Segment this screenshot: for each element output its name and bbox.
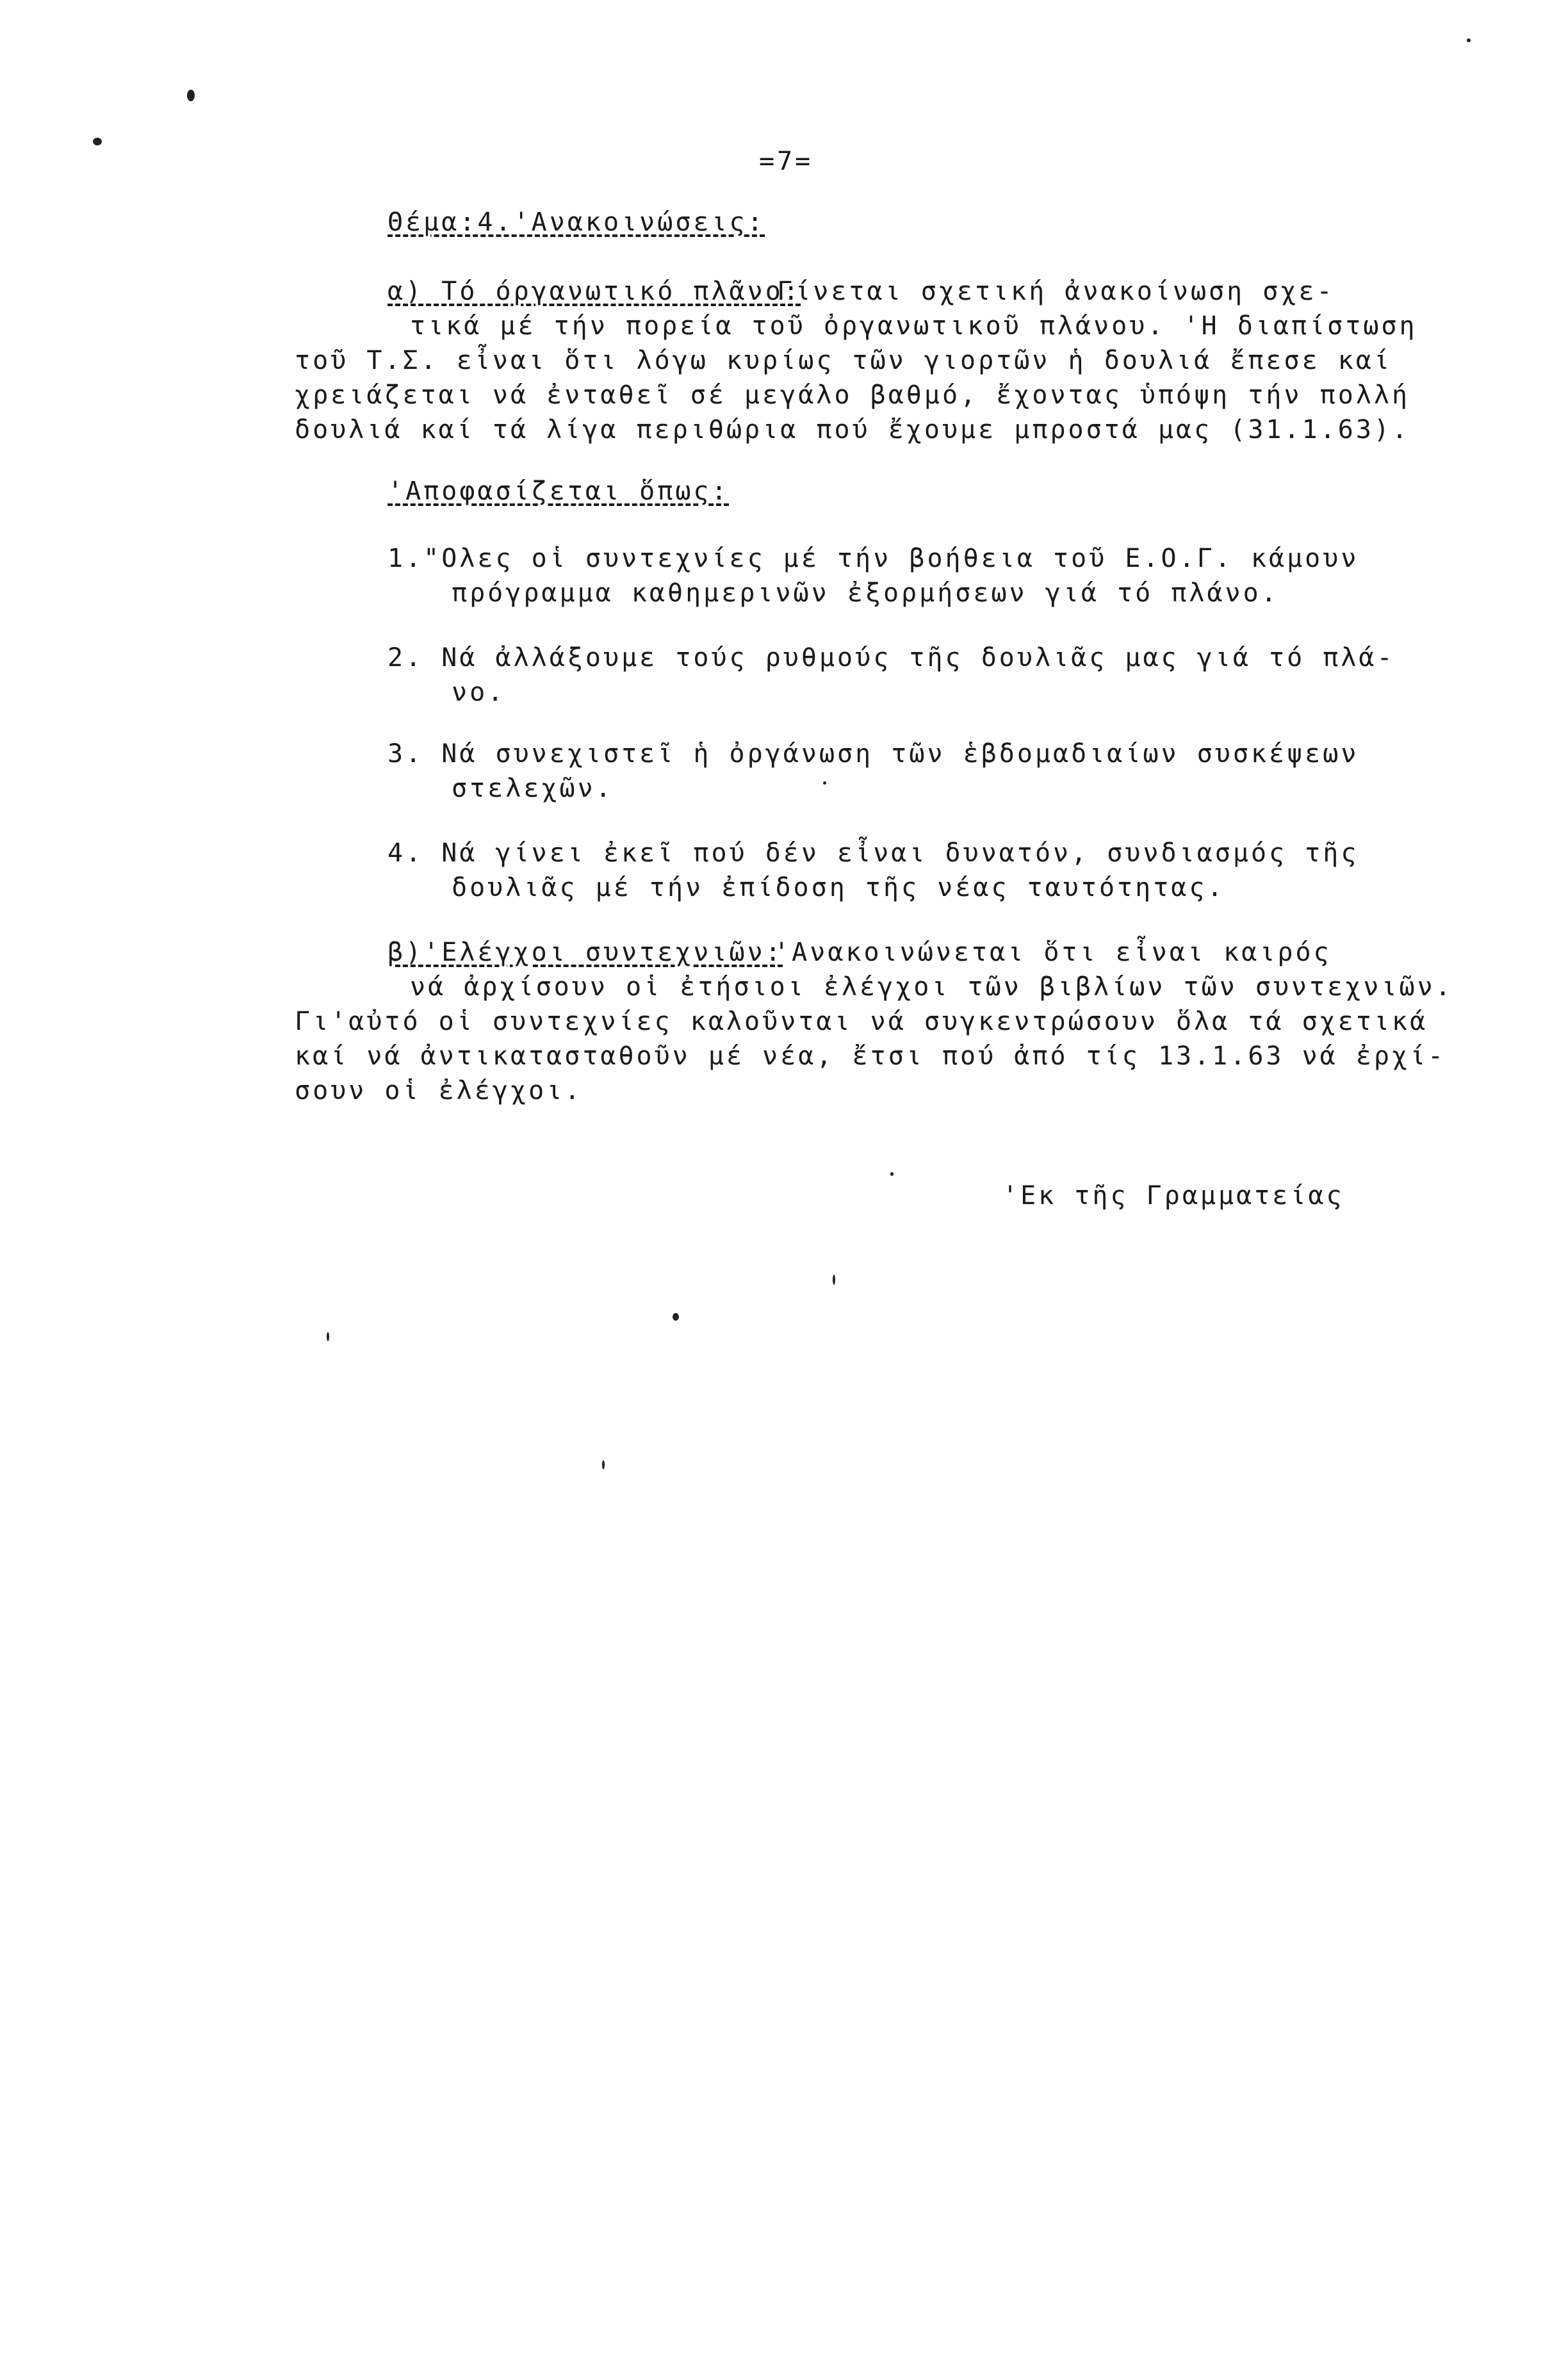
section-b-line: σουν οἱ ἐλέγχοι.: [295, 1076, 583, 1105]
scan-speck: [187, 90, 195, 101]
scan-speck: [327, 1332, 329, 1341]
section-b-title: β)'Ελέγχοι συντεχνιῶν:: [388, 938, 783, 967]
section-a-line: Γίνεται σχετική ἀνακοίνωση σχε-: [759, 277, 1335, 306]
scan-speck: [93, 138, 102, 145]
section-a-title: α) Τό όργανωτικό πλᾶνο:: [388, 277, 801, 306]
scan-speck: [1467, 38, 1471, 42]
decision-item-2: 2. Νά ἀλλάξουμε τούς ρυθμούς τῆς δουλιᾶς μας γιά τό πλά-: [388, 643, 1395, 672]
decision-item-3: 3. Νά συνεχιστεῖ ἡ ὀργάνωση τῶν ἑβδομαδιαίων συσκέψεων: [388, 739, 1359, 769]
section-a-line: δουλιά καί τά λίγα περιθώρια πού ἔχουμε μπροστά μας (31.1.63).: [295, 415, 1410, 444]
scan-speck: [833, 1275, 835, 1285]
section-b-line: νά ἀρχίσουν οἱ ἐτήσιοι ἐλέγχοι τῶν βιβλίων τῶν συντεχνιῶν.: [410, 972, 1453, 1002]
decision-item-2-cont: νο.: [452, 678, 506, 707]
decision-item-4-cont: δουλιᾶς μέ τήν ἐπίδοση τῆς νέας ταυτότητας.: [452, 873, 1225, 902]
signature: 'Εκ τῆς Γραμματείας: [1002, 1181, 1344, 1210]
decision-item-3-cont: στελεχῶν.: [452, 774, 614, 803]
topic-heading: Θέμα:4.'Ανακοινώσεις:: [388, 208, 765, 237]
section-b-line: καί νά ἀντικατασταθοῦν μέ νέα, ἔτσι πού ἀπό τίς 13.1.63 νά ἐρχί-: [295, 1041, 1446, 1071]
section-b-line: Γι'αὐτό οἱ συντεχνίες καλοῦνται νά συγκεντρώσουν ὅλα τά σχετικά: [295, 1007, 1428, 1036]
section-a-line: χρειάζεται νά ἐνταθεῖ σέ μεγάλο βαθμό, ἔχοντας ὑπόψη τήν πολλή: [295, 380, 1410, 410]
scan-speck: [890, 1172, 894, 1176]
section-a-line: τικά μέ τήν πορεία τοῦ ὀργανωτικοῦ πλάνου. 'Η διαπίστωση: [410, 311, 1417, 341]
decision-label: 'Αποφασίζεται ὅπως:: [388, 477, 730, 506]
scan-speck: [823, 781, 826, 785]
decision-item-1: 1."Ολες οἱ συντεχνίες μέ τήν βοήθεια τοῦ Ε.Ο.Γ. κάμουν: [388, 544, 1359, 573]
page-number: =7=: [759, 147, 813, 176]
scan-speck: [602, 1460, 605, 1469]
section-a-line: τοῦ Τ.Σ. εἶναι ὅτι λόγω κυρίως τῶν γιορτῶν ἡ δουλιά ἔπεσε καί: [295, 346, 1392, 375]
decision-item-1-cont: πρόγραμμα καθημερινῶν ἐξορμήσεων γιά τό πλάνο.: [452, 578, 1279, 608]
scan-speck: [673, 1313, 679, 1321]
decision-item-4: 4. Νά γίνει ἐκεῖ πού δέν εἶναι δυνατόν, συνδιασμός τῆς: [388, 838, 1359, 868]
section-b-line: 'Ανακοινώνεται ὅτι εἶναι καιρός: [756, 938, 1332, 967]
